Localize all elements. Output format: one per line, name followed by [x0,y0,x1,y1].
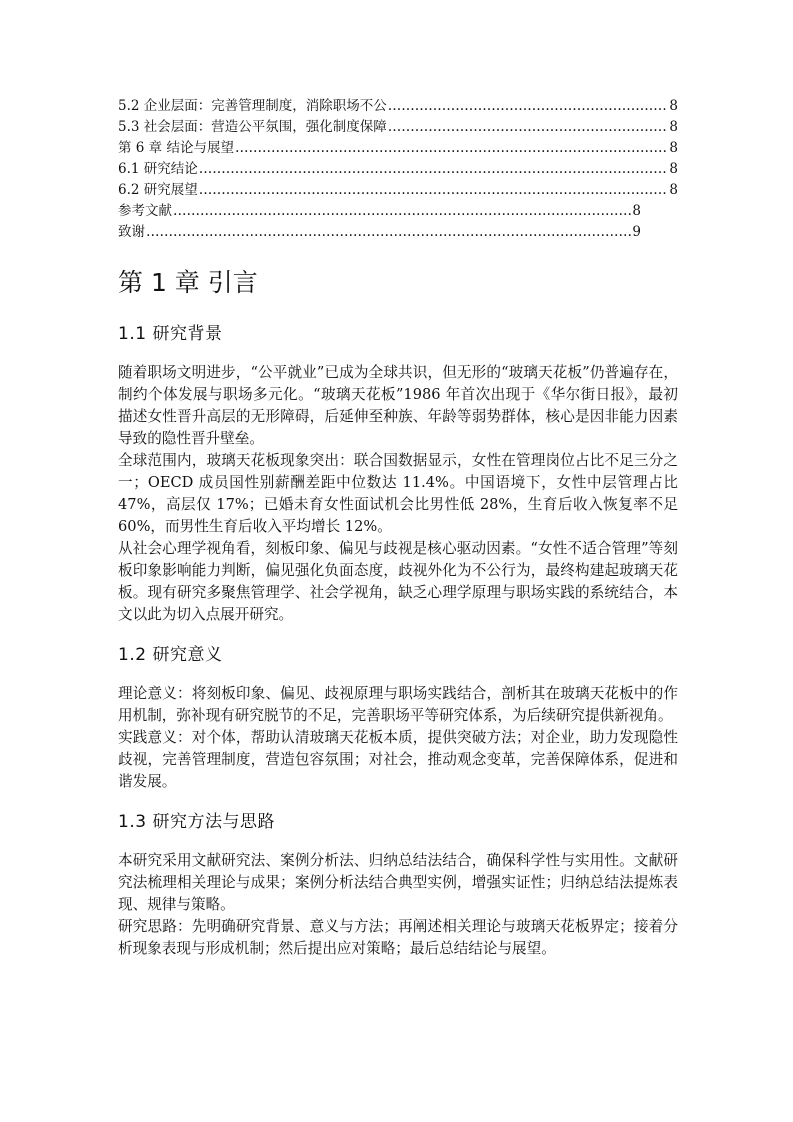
toc-entry-5-3[interactable] [118,117,678,138]
toc-leader-dots [388,117,669,138]
section-body-1-1 [118,362,678,626]
paragraph: 理论意义：将刻板印象、偏见、歧视原理与职场实践结合，剖析其在玻璃天花板中的作用机制，弥补现有研究脱节的不足，完善职场平等研究体系，为后续研究提供新视角。 [118,685,678,724]
toc-entry-page: 8 [669,161,678,177]
toc-leader-dots [388,96,669,117]
section-body-1-2 [118,683,678,793]
section-title-1-1: 1.1 研究背景 [118,324,223,344]
paragraph: 实践意义：对个体，帮助认清玻璃天花板本质，提供突破方法；对企业，助力发现隐性歧视，完善管理制度，营造包容氛围；对社会，推动观念变革，完善保障体系，促进和谐发展。 [118,729,678,790]
toc-entry-page: 8 [669,182,678,198]
paragraph: 本研究采用文献研究法、案例分析法、归纳总结法结合，确保科学性与实用性。文献研究法梳理相关理论与成果；案例分析法结合典型实例，增强实证性；归纳总结法提炼表现、规律与策略。 [118,852,678,913]
toc-entry-title: 5.3 社会层面：营造公平氛围，强化制度保障 [118,119,387,135]
table-of-contents [118,96,678,243]
toc-entry-title: 6.1 研究结论 [118,161,198,177]
toc-entry-page: 8 [669,119,678,135]
toc-leader-dots [199,159,669,180]
toc-entry-acknowledgements[interactable] [118,222,641,243]
section-title-1-3: 1.3 研究方法与思路 [118,812,275,832]
toc-entry-6-1[interactable] [118,159,678,180]
toc-entry-page: 9 [632,224,641,240]
paragraph: 研究思路：先明确研究背景、意义与方法；再阐述相关理论与玻璃天花板界定；接着分析现象表现与形成机制；然后提出应对策略；最后总结结论与展望。 [118,918,678,957]
toc-leader-dots [235,138,668,159]
toc-entry-6-2[interactable] [118,180,678,201]
toc-entry-5-2[interactable] [118,96,678,117]
section-title-1-2: 1.2 研究意义 [118,645,223,665]
toc-leader-dots [146,222,631,243]
paragraph: 随着职场文明进步，“公平就业”已成为全球共识，但无形的“玻璃天花板”仍普遍存在，制约个体发展与职场多元化。“玻璃天花板”1986 年首次出现于《华尔街日报》，最初描述女性晋升高层的无形障碍，后延伸至种族、年龄等弱势群体，核心是因非能力因素导致的隐性晋升壁垒。 [118,364,678,447]
toc-leader-dots [199,180,669,201]
toc-entry-title: 第 6 章 结论与展望 [118,140,234,156]
toc-entry-title: 参考文献 [118,203,172,219]
paragraph: 从社会心理学视角看，刻板印象、偏见与歧视是核心驱动因素。“女性不适合管理”等刻板印象影响能力判断，偏见强化负面态度，歧视外化为不公行为，最终构建起玻璃天花板。现有研究多聚焦管理学、社会学视角，缺乏心理学原理与职场实践的系统结合，本文以此为切入点展开研究。 [118,540,678,623]
toc-entry-page: 8 [669,140,678,156]
paragraph: 全球范围内，玻璃天花板现象突出：联合国数据显示，女性在管理岗位占比不足三分之一；OECD 成员国性别薪酬差距中位数达 11.4%。中国语境下，女性中层管理占比 47%，高层仅 17%；已婚未育女性面试机会比男性低 28%，生育后收入恢复率不足 60%，而男性生育后收入平均增长 12%。 [118,452,678,535]
toc-entry-title: 6.2 研究展望 [118,182,198,198]
toc-entry-page: 8 [669,98,678,114]
toc-entry-title: 5.2 企业层面：完善管理制度，消除职场不公 [118,98,387,114]
toc-entry-chapter-6[interactable] [118,138,678,159]
toc-leader-dots [173,201,631,222]
document-page [118,96,678,960]
toc-entry-references[interactable] [118,201,641,222]
section-body-1-3 [118,850,678,960]
toc-entry-page: 8 [632,203,641,219]
chapter-title: 第 1 章 引言 [118,268,258,297]
toc-entry-title: 致谢 [118,224,145,240]
